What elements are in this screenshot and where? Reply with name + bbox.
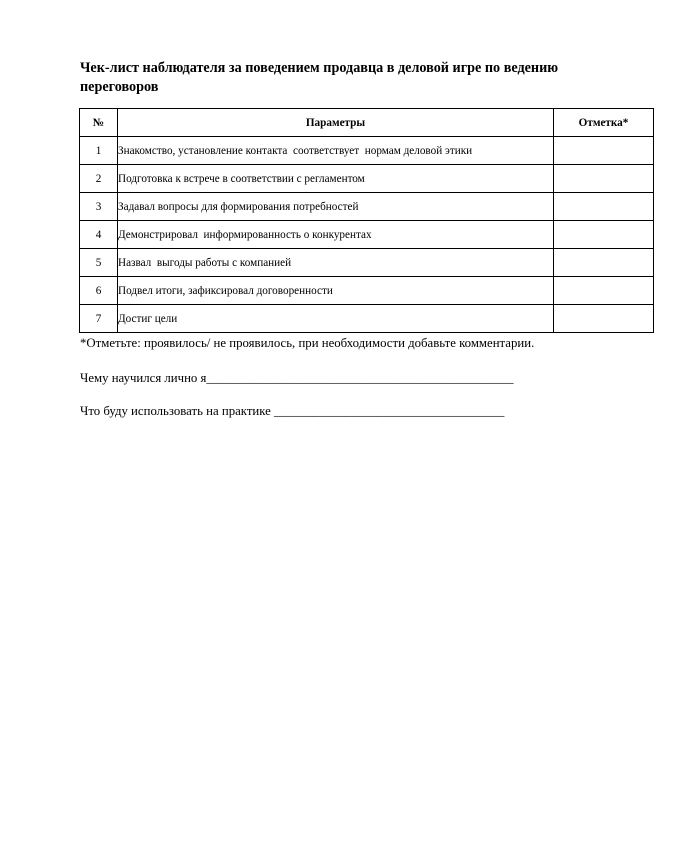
row-mark-cell[interactable]	[554, 221, 654, 249]
table-row	[80, 305, 654, 333]
row-mark-cell[interactable]	[554, 165, 654, 193]
learned-personally-field[interactable]: Чему научился лично я________________________________________________	[80, 371, 514, 385]
document-title: Чек-лист наблюдателя за поведением продавца в деловой игре по ведению переговоров	[80, 60, 559, 95]
row-parameter: Подготовка к встрече в соответствии с регламентом	[118, 165, 554, 193]
table-row	[80, 249, 654, 277]
use-in-practice-field[interactable]: Что буду использовать на практике ____________________________________	[80, 404, 505, 418]
footnote: *Отметьте: проявилось/ не проявилось, при необходимости добавьте комментарии.	[80, 336, 535, 350]
row-num: 3	[80, 193, 118, 221]
row-mark-cell[interactable]	[554, 137, 654, 165]
header-mark: Отметка*	[554, 109, 654, 137]
row-parameter: Знакомство, установление контакта соответствует нормам деловой этики	[118, 137, 554, 165]
row-mark-cell[interactable]	[554, 277, 654, 305]
table-header-row	[80, 109, 654, 137]
row-num: 7	[80, 305, 118, 333]
row-num: 2	[80, 165, 118, 193]
row-num: 5	[80, 249, 118, 277]
checklist-table	[79, 108, 654, 333]
row-mark-cell[interactable]	[554, 193, 654, 221]
table-row	[80, 137, 654, 165]
row-parameter: Достиг цели	[118, 305, 554, 333]
table-row	[80, 277, 654, 305]
row-num: 1	[80, 137, 118, 165]
row-num: 4	[80, 221, 118, 249]
header-parameters: Параметры	[118, 109, 554, 137]
row-parameter: Задавал вопросы для формирования потребностей	[118, 193, 554, 221]
row-num: 6	[80, 277, 118, 305]
header-num: №	[80, 109, 118, 137]
row-parameter: Демонстрировал информированность о конкурентах	[118, 221, 554, 249]
row-mark-cell[interactable]	[554, 249, 654, 277]
row-mark-cell[interactable]	[554, 305, 654, 333]
table-row	[80, 221, 654, 249]
table-row	[80, 165, 654, 193]
row-parameter: Назвал выгоды работы с компанией	[118, 249, 554, 277]
table-row	[80, 193, 654, 221]
row-parameter: Подвел итоги, зафиксировал договоренности	[118, 277, 554, 305]
